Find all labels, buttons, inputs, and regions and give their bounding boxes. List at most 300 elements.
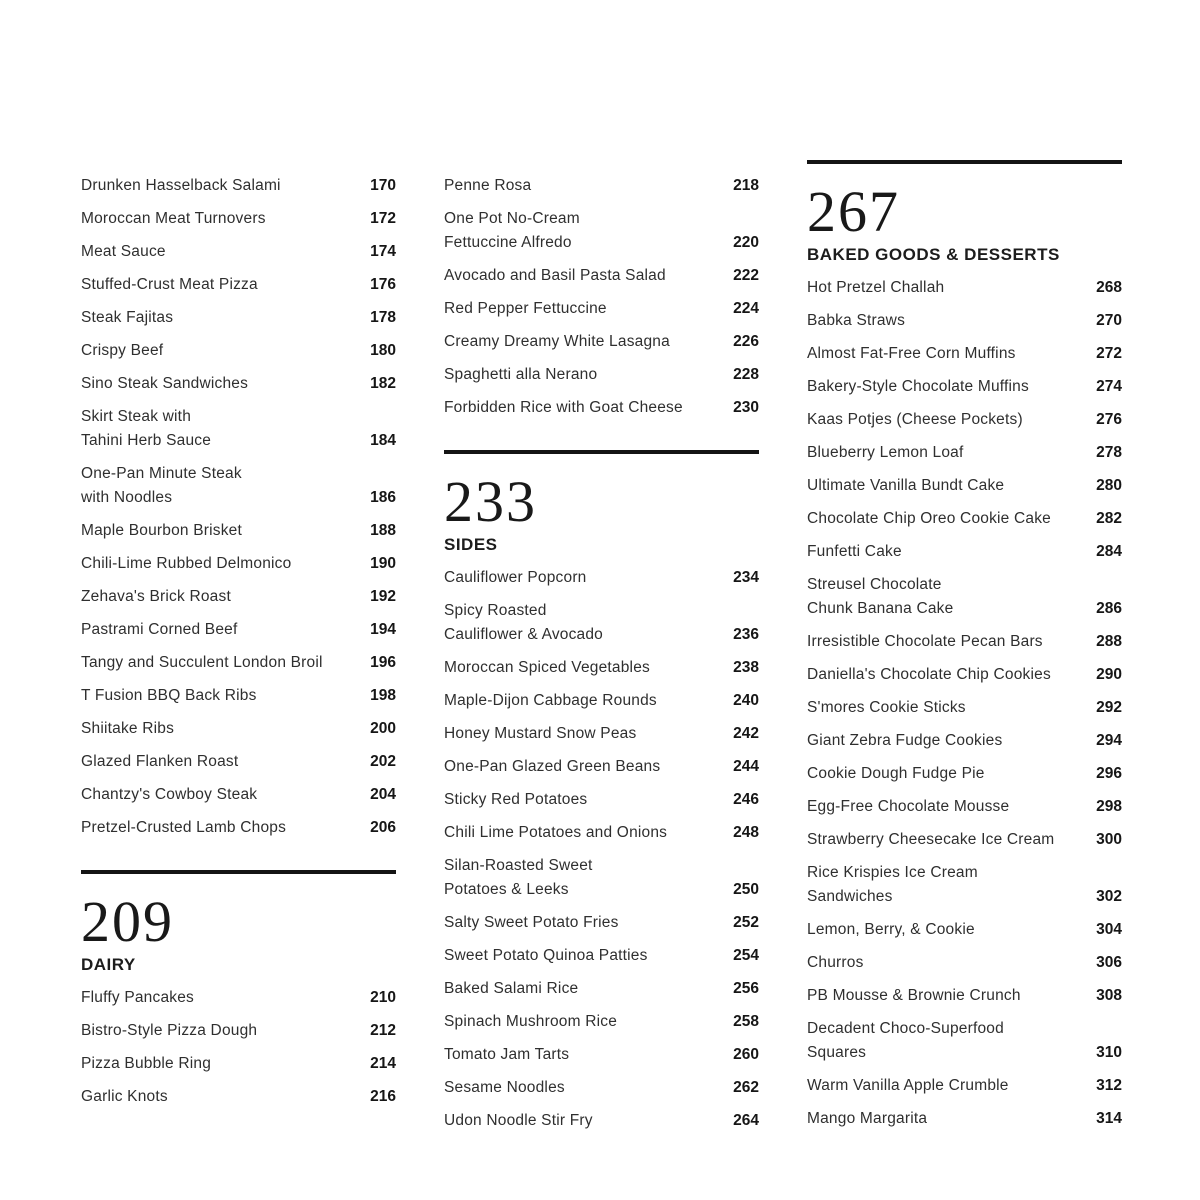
- entry-page-number: 182: [370, 375, 396, 392]
- toc-entry: [444, 297, 759, 321]
- entry-page-number: 304: [1096, 921, 1122, 938]
- entry-title: [444, 722, 636, 746]
- entry-page-number: 296: [1096, 765, 1122, 782]
- entry-title: [444, 755, 660, 779]
- toc-entry: [807, 762, 1122, 786]
- entry-title: [81, 651, 323, 675]
- entry-page-number: 190: [370, 555, 396, 572]
- entry-title-line: Penne Rosa: [444, 177, 532, 194]
- entry-title: [81, 585, 231, 609]
- entry-page-number: 276: [1096, 411, 1122, 428]
- entry-title: [81, 618, 238, 642]
- entry-page-number: 176: [370, 276, 396, 293]
- entry-title-line: Drunken Hasselback Salami: [81, 177, 281, 194]
- toc-entry: [807, 696, 1122, 720]
- entry-page-number: 286: [1096, 600, 1122, 617]
- entry-page-number: 258: [733, 1013, 759, 1030]
- toc-entry: [444, 722, 759, 746]
- toc-entry: [81, 339, 396, 363]
- entry-title-line: Decadent Choco-Superfood: [807, 1020, 1004, 1037]
- entry-title-line: Fettuccine Alfredo: [444, 234, 572, 251]
- entry-page-number: 180: [370, 342, 396, 359]
- toc-entry: [444, 977, 759, 1001]
- entry-title: [807, 507, 1051, 531]
- toc-entry: [81, 684, 396, 708]
- entry-title: [807, 540, 902, 564]
- entry-title-line: Red Pepper Fettuccine: [444, 300, 607, 317]
- entry-title: [807, 828, 1054, 852]
- entry-page-number: 260: [733, 1046, 759, 1063]
- entry-title-line: Irresistible Chocolate Pecan Bars: [807, 633, 1043, 650]
- entry-title-line: Zehava's Brick Roast: [81, 588, 231, 605]
- entry-title-line: Sino Steak Sandwiches: [81, 375, 249, 392]
- entry-title: [81, 462, 242, 510]
- toc-entry: [444, 1076, 759, 1100]
- entry-page-number: 264: [733, 1112, 759, 1129]
- entry-title-line: Garlic Knots: [81, 1088, 168, 1105]
- entry-title-line: Cookie Dough Fudge Pie: [807, 765, 985, 782]
- entry-title: [81, 273, 258, 297]
- entry-page-number: 284: [1096, 543, 1122, 560]
- entry-title: [444, 977, 578, 1001]
- entry-title: [807, 408, 1023, 432]
- entry-title-line: Kaas Potjes (Cheese Pockets): [807, 411, 1023, 428]
- toc-entry: [807, 474, 1122, 498]
- entry-page-number: 202: [370, 753, 396, 770]
- toc-entry: [81, 462, 396, 510]
- toc-entry: [444, 599, 759, 647]
- entry-page-number: 216: [370, 1088, 396, 1105]
- entry-title: [444, 788, 587, 812]
- entry-page-number: 290: [1096, 666, 1122, 683]
- toc-entry: [807, 573, 1122, 621]
- entry-title-line: Baked Salami Rice: [444, 980, 579, 997]
- entry-title-line: Spinach Mushroom Rice: [444, 1013, 618, 1030]
- entry-page-number: 294: [1096, 732, 1122, 749]
- entry-title-line: Egg-Free Chocolate Mousse: [807, 798, 1010, 815]
- toc-entry: [807, 918, 1122, 942]
- entry-title: [444, 566, 587, 590]
- entry-page-number: 268: [1096, 279, 1122, 296]
- entry-title-line: Mango Margarita: [807, 1110, 928, 1127]
- entry-title-line: Maple Bourbon Brisket: [81, 522, 243, 539]
- entry-title-line: Spicy Roasted: [444, 602, 547, 619]
- entry-page-number: 204: [370, 786, 396, 803]
- entry-page-number: 170: [370, 177, 396, 194]
- entry-page-number: 236: [733, 626, 759, 643]
- entry-title: [444, 821, 667, 845]
- entry-title-line: Bakery-Style Chocolate Muffins: [807, 378, 1029, 395]
- entry-title-line: Meat Sauce: [81, 243, 166, 260]
- entry-page-number: 184: [370, 432, 396, 449]
- toc-entry: [81, 273, 396, 297]
- entry-title-line: with Noodles: [81, 489, 173, 506]
- entry-title-line: Pretzel-Crusted Lamb Chops: [81, 819, 287, 836]
- toc-entry: [807, 342, 1122, 366]
- toc-column: [444, 160, 759, 1142]
- entry-title: [807, 441, 964, 465]
- entry-page-number: 302: [1096, 888, 1122, 905]
- entry-page-number: 298: [1096, 798, 1122, 815]
- entry-page-number: 306: [1096, 954, 1122, 971]
- toc-section: [444, 450, 759, 1133]
- entry-title: [444, 174, 531, 198]
- toc-columns: [81, 160, 1121, 1142]
- entry-title-line: Salty Sweet Potato Fries: [444, 914, 619, 931]
- entry-title-line: Churros: [807, 954, 864, 971]
- toc-section: [81, 870, 396, 1109]
- entry-title: [81, 783, 257, 807]
- entry-page-number: 254: [733, 947, 759, 964]
- entry-title-line: Almost Fat-Free Corn Muffins: [807, 345, 1016, 362]
- toc-entry: [444, 911, 759, 935]
- toc-entry: [81, 651, 396, 675]
- entry-title: [81, 174, 281, 198]
- section-divider: [807, 160, 1122, 164]
- toc-entry: [807, 276, 1122, 300]
- entry-page-number: 218: [733, 177, 759, 194]
- entry-title-line: Potatoes & Leeks: [444, 881, 569, 898]
- entry-page-number: 230: [733, 399, 759, 416]
- toc-entry: [807, 540, 1122, 564]
- toc-entry: [81, 816, 396, 840]
- section-entries: [81, 986, 396, 1109]
- entry-title: [444, 396, 683, 420]
- entry-page-number: 222: [733, 267, 759, 284]
- toc-entry: [444, 1010, 759, 1034]
- entry-page-number: 226: [733, 333, 759, 350]
- toc-entry: [81, 1052, 396, 1076]
- section-divider: [444, 450, 759, 454]
- entry-title: [807, 342, 1016, 366]
- entry-title-line: Chunk Banana Cake: [807, 600, 954, 617]
- toc-entry: [444, 788, 759, 812]
- entry-title: [807, 1074, 1009, 1098]
- entry-page-number: 172: [370, 210, 396, 227]
- toc-entry: [807, 408, 1122, 432]
- toc-column: [807, 160, 1122, 1142]
- entry-title: [81, 405, 211, 453]
- entry-page-number: 224: [733, 300, 759, 317]
- entry-title: [81, 684, 257, 708]
- toc-entry: [444, 363, 759, 387]
- entry-page-number: 200: [370, 720, 396, 737]
- entry-title: [81, 717, 174, 741]
- entry-page-number: 220: [733, 234, 759, 251]
- entry-page-number: 198: [370, 687, 396, 704]
- entry-title-line: Silan-Roasted Sweet: [444, 857, 593, 874]
- entry-title-line: Strawberry Cheesecake Ice Cream: [807, 831, 1055, 848]
- entry-page-number: 256: [733, 980, 759, 997]
- entry-title: [807, 696, 966, 720]
- toc-column: [81, 160, 396, 1142]
- entry-title-line: Streusel Chocolate: [807, 576, 942, 593]
- entry-title: [807, 951, 864, 975]
- entry-title-line: Warm Vanilla Apple Crumble: [807, 1077, 1009, 1094]
- entry-title: [807, 474, 1004, 498]
- entry-page-number: 186: [370, 489, 396, 506]
- entry-page-number: 262: [733, 1079, 759, 1096]
- toc-entry: [807, 951, 1122, 975]
- entry-page-number: 274: [1096, 378, 1122, 395]
- toc-entry: [807, 1017, 1122, 1065]
- entry-page-number: 206: [370, 819, 396, 836]
- section-heading: DAIRY: [81, 955, 136, 974]
- entry-title: [81, 1085, 168, 1109]
- entry-page-number: 282: [1096, 510, 1122, 527]
- toc-entry: [807, 441, 1122, 465]
- entry-title-line: Funfetti Cake: [807, 543, 902, 560]
- toc-section: [81, 174, 396, 840]
- section-start-page-number: 233: [444, 469, 537, 534]
- toc-entry: [81, 1019, 396, 1043]
- toc-entry: [807, 861, 1122, 909]
- entry-title-line: Spaghetti alla Nerano: [444, 366, 598, 383]
- entry-page-number: 210: [370, 989, 396, 1006]
- entry-title-line: Rice Krispies Ice Cream: [807, 864, 978, 881]
- entry-title-line: Giant Zebra Fudge Cookies: [807, 732, 1003, 749]
- entry-title-line: Crispy Beef: [81, 342, 164, 359]
- entry-title-line: Udon Noodle Stir Fry: [444, 1112, 593, 1129]
- entry-title-line: Babka Straws: [807, 312, 906, 329]
- entry-title-line: Tangy and Succulent London Broil: [81, 654, 323, 671]
- toc-entry: [444, 174, 759, 198]
- toc-entry: [81, 372, 396, 396]
- toc-entry: [81, 552, 396, 576]
- entry-page-number: 250: [733, 881, 759, 898]
- entry-title: [807, 375, 1029, 399]
- entry-page-number: 278: [1096, 444, 1122, 461]
- entry-title: [81, 306, 173, 330]
- entry-title: [807, 1107, 927, 1131]
- toc-entry: [807, 795, 1122, 819]
- entry-title: [807, 861, 978, 909]
- entry-title-line: Lemon, Berry, & Cookie: [807, 921, 975, 938]
- entry-title-line: Sesame Noodles: [444, 1079, 565, 1096]
- toc-entry: [444, 656, 759, 680]
- entry-page-number: 252: [733, 914, 759, 931]
- entry-title-line: Glazed Flanken Roast: [81, 753, 239, 770]
- toc-section: [807, 160, 1122, 1131]
- entry-title: [444, 264, 666, 288]
- entry-title: [444, 207, 580, 255]
- entry-title: [807, 762, 985, 786]
- entry-title-line: Honey Mustard Snow Peas: [444, 725, 637, 742]
- entry-page-number: 188: [370, 522, 396, 539]
- entry-title-line: Steak Fajitas: [81, 309, 174, 326]
- toc-entry: [444, 396, 759, 420]
- section-heading: BAKED GOODS & DESSERTS: [807, 245, 1060, 264]
- toc-entry: [81, 986, 396, 1010]
- entry-title: [444, 854, 593, 902]
- entry-page-number: 244: [733, 758, 759, 775]
- section-entries: [807, 276, 1122, 1131]
- toc-entry: [807, 984, 1122, 1008]
- entry-title: [444, 297, 607, 321]
- entry-page-number: 270: [1096, 312, 1122, 329]
- entry-title-line: Hot Pretzel Challah: [807, 279, 945, 296]
- entry-title-line: Cauliflower & Avocado: [444, 626, 604, 643]
- entry-title-line: Sweet Potato Quinoa Patties: [444, 947, 648, 964]
- toc-entry: [81, 783, 396, 807]
- entry-title-line: Shiitake Ribs: [81, 720, 175, 737]
- toc-entry: [807, 828, 1122, 852]
- entry-page-number: 314: [1096, 1110, 1122, 1127]
- entry-page-number: 246: [733, 791, 759, 808]
- toc-entry: [444, 264, 759, 288]
- entry-title: [444, 1043, 569, 1067]
- entry-page-number: 312: [1096, 1077, 1122, 1094]
- toc-entry: [807, 630, 1122, 654]
- entry-title-line: Moroccan Spiced Vegetables: [444, 659, 650, 676]
- entry-page-number: 242: [733, 725, 759, 742]
- entry-page-number: 178: [370, 309, 396, 326]
- entry-title-line: Pizza Bubble Ring: [81, 1055, 212, 1072]
- entry-title-line: Blueberry Lemon Loaf: [807, 444, 964, 461]
- entry-title-line: Chili-Lime Rubbed Delmonico: [81, 555, 292, 572]
- section-start-page-number: 267: [807, 179, 900, 244]
- entry-title: [81, 816, 286, 840]
- toc-entry: [444, 944, 759, 968]
- entry-title: [444, 911, 619, 935]
- entry-title-line: Maple-Dijon Cabbage Rounds: [444, 692, 657, 709]
- entry-title: [81, 339, 163, 363]
- entry-title: [444, 689, 657, 713]
- entry-title-line: Daniella's Chocolate Chip Cookies: [807, 666, 1051, 683]
- entry-page-number: 174: [370, 243, 396, 260]
- entry-title-line: Fluffy Pancakes: [81, 989, 194, 1006]
- entry-page-number: 310: [1096, 1044, 1122, 1061]
- entry-title-line: Stuffed-Crust Meat Pizza: [81, 276, 258, 293]
- entry-title-line: One-Pan Minute Steak: [81, 465, 242, 482]
- entry-page-number: 238: [733, 659, 759, 676]
- entry-title: [81, 1052, 211, 1076]
- entry-title: [81, 519, 242, 543]
- toc-entry: [81, 174, 396, 198]
- entry-title-line: Chantzy's Cowboy Steak: [81, 786, 258, 803]
- entry-title: [444, 944, 648, 968]
- entry-title: [807, 729, 1002, 753]
- toc-entry: [81, 306, 396, 330]
- toc-section: [444, 174, 759, 420]
- entry-title-line: Cauliflower Popcorn: [444, 569, 587, 586]
- entry-page-number: 288: [1096, 633, 1122, 650]
- toc-entry: [807, 309, 1122, 333]
- toc-entry: [807, 507, 1122, 531]
- entry-page-number: 300: [1096, 831, 1122, 848]
- entry-title: [807, 663, 1051, 687]
- entry-title: [444, 363, 597, 387]
- entry-title-line: Chili Lime Potatoes and Onions: [444, 824, 668, 841]
- entry-page-number: 212: [370, 1022, 396, 1039]
- entry-page-number: 292: [1096, 699, 1122, 716]
- entry-title-line: Avocado and Basil Pasta Salad: [444, 267, 666, 284]
- entry-title-line: Tomato Jam Tarts: [444, 1046, 570, 1063]
- toc-entry: [81, 207, 396, 231]
- entry-page-number: 308: [1096, 987, 1122, 1004]
- entry-title: [807, 276, 944, 300]
- entry-title-line: Tahini Herb Sauce: [81, 432, 212, 449]
- toc-entry: [81, 717, 396, 741]
- entry-title: [81, 552, 291, 576]
- toc-entry: [444, 689, 759, 713]
- entry-page-number: 214: [370, 1055, 396, 1072]
- entry-title-line: Pastrami Corned Beef: [81, 621, 238, 638]
- entry-title-line: Squares: [807, 1044, 867, 1061]
- entry-page-number: 228: [733, 366, 759, 383]
- toc-entry: [444, 566, 759, 590]
- entry-title-line: PB Mousse & Brownie Crunch: [807, 987, 1021, 1004]
- entry-title: [807, 984, 1021, 1008]
- toc-entry: [81, 519, 396, 543]
- section-divider: [81, 870, 396, 874]
- toc-entry: [807, 1074, 1122, 1098]
- entry-title-line: Moroccan Meat Turnovers: [81, 210, 266, 227]
- toc-entry: [81, 1085, 396, 1109]
- entry-title: [807, 918, 975, 942]
- entry-title: [81, 986, 194, 1010]
- toc-entry: [81, 618, 396, 642]
- toc-entry: [807, 729, 1122, 753]
- entry-title-line: One Pot No-Cream: [444, 210, 580, 227]
- entry-title: [807, 1017, 1004, 1065]
- toc-entry: [444, 755, 759, 779]
- entry-title-line: Ultimate Vanilla Bundt Cake: [807, 477, 1005, 494]
- entry-title-line: Creamy Dreamy White Lasagna: [444, 333, 670, 350]
- entry-title-line: S'mores Cookie Sticks: [807, 699, 966, 716]
- entry-page-number: 280: [1096, 477, 1122, 494]
- entry-page-number: 272: [1096, 345, 1122, 362]
- toc-entry: [444, 1043, 759, 1067]
- entry-title: [444, 1076, 565, 1100]
- entry-title: [807, 309, 905, 333]
- entry-title: [444, 1010, 617, 1034]
- entry-title: [81, 240, 166, 264]
- entry-title-line: Chocolate Chip Oreo Cookie Cake: [807, 510, 1051, 527]
- entry-page-number: 248: [733, 824, 759, 841]
- section-heading: SIDES: [444, 535, 498, 554]
- entry-title: [81, 207, 266, 231]
- entry-title: [81, 372, 248, 396]
- entry-title: [807, 795, 1009, 819]
- section-entries: [81, 174, 396, 840]
- toc-entry: [81, 585, 396, 609]
- toc-entry: [444, 1109, 759, 1133]
- section-entries: [444, 566, 759, 1133]
- toc-entry: [81, 750, 396, 774]
- toc-entry: [444, 854, 759, 902]
- entry-title: [444, 599, 603, 647]
- section-entries: [444, 174, 759, 420]
- entry-title-line: T Fusion BBQ Back Ribs: [81, 687, 257, 704]
- entry-title-line: Bistro-Style Pizza Dough: [81, 1022, 258, 1039]
- entry-title: [444, 656, 650, 680]
- entry-title: [807, 573, 953, 621]
- toc-entry: [444, 330, 759, 354]
- toc-entry: [807, 375, 1122, 399]
- toc-entry: [444, 207, 759, 255]
- toc-entry: [81, 405, 396, 453]
- entry-title: [444, 330, 670, 354]
- entry-page-number: 196: [370, 654, 396, 671]
- entry-title-line: Forbidden Rice with Goat Cheese: [444, 399, 683, 416]
- entry-title-line: Sticky Red Potatoes: [444, 791, 588, 808]
- toc-entry: [81, 240, 396, 264]
- toc-entry: [807, 663, 1122, 687]
- toc-entry: [444, 821, 759, 845]
- entry-title-line: One-Pan Glazed Green Beans: [444, 758, 661, 775]
- section-start-page-number: 209: [81, 889, 174, 954]
